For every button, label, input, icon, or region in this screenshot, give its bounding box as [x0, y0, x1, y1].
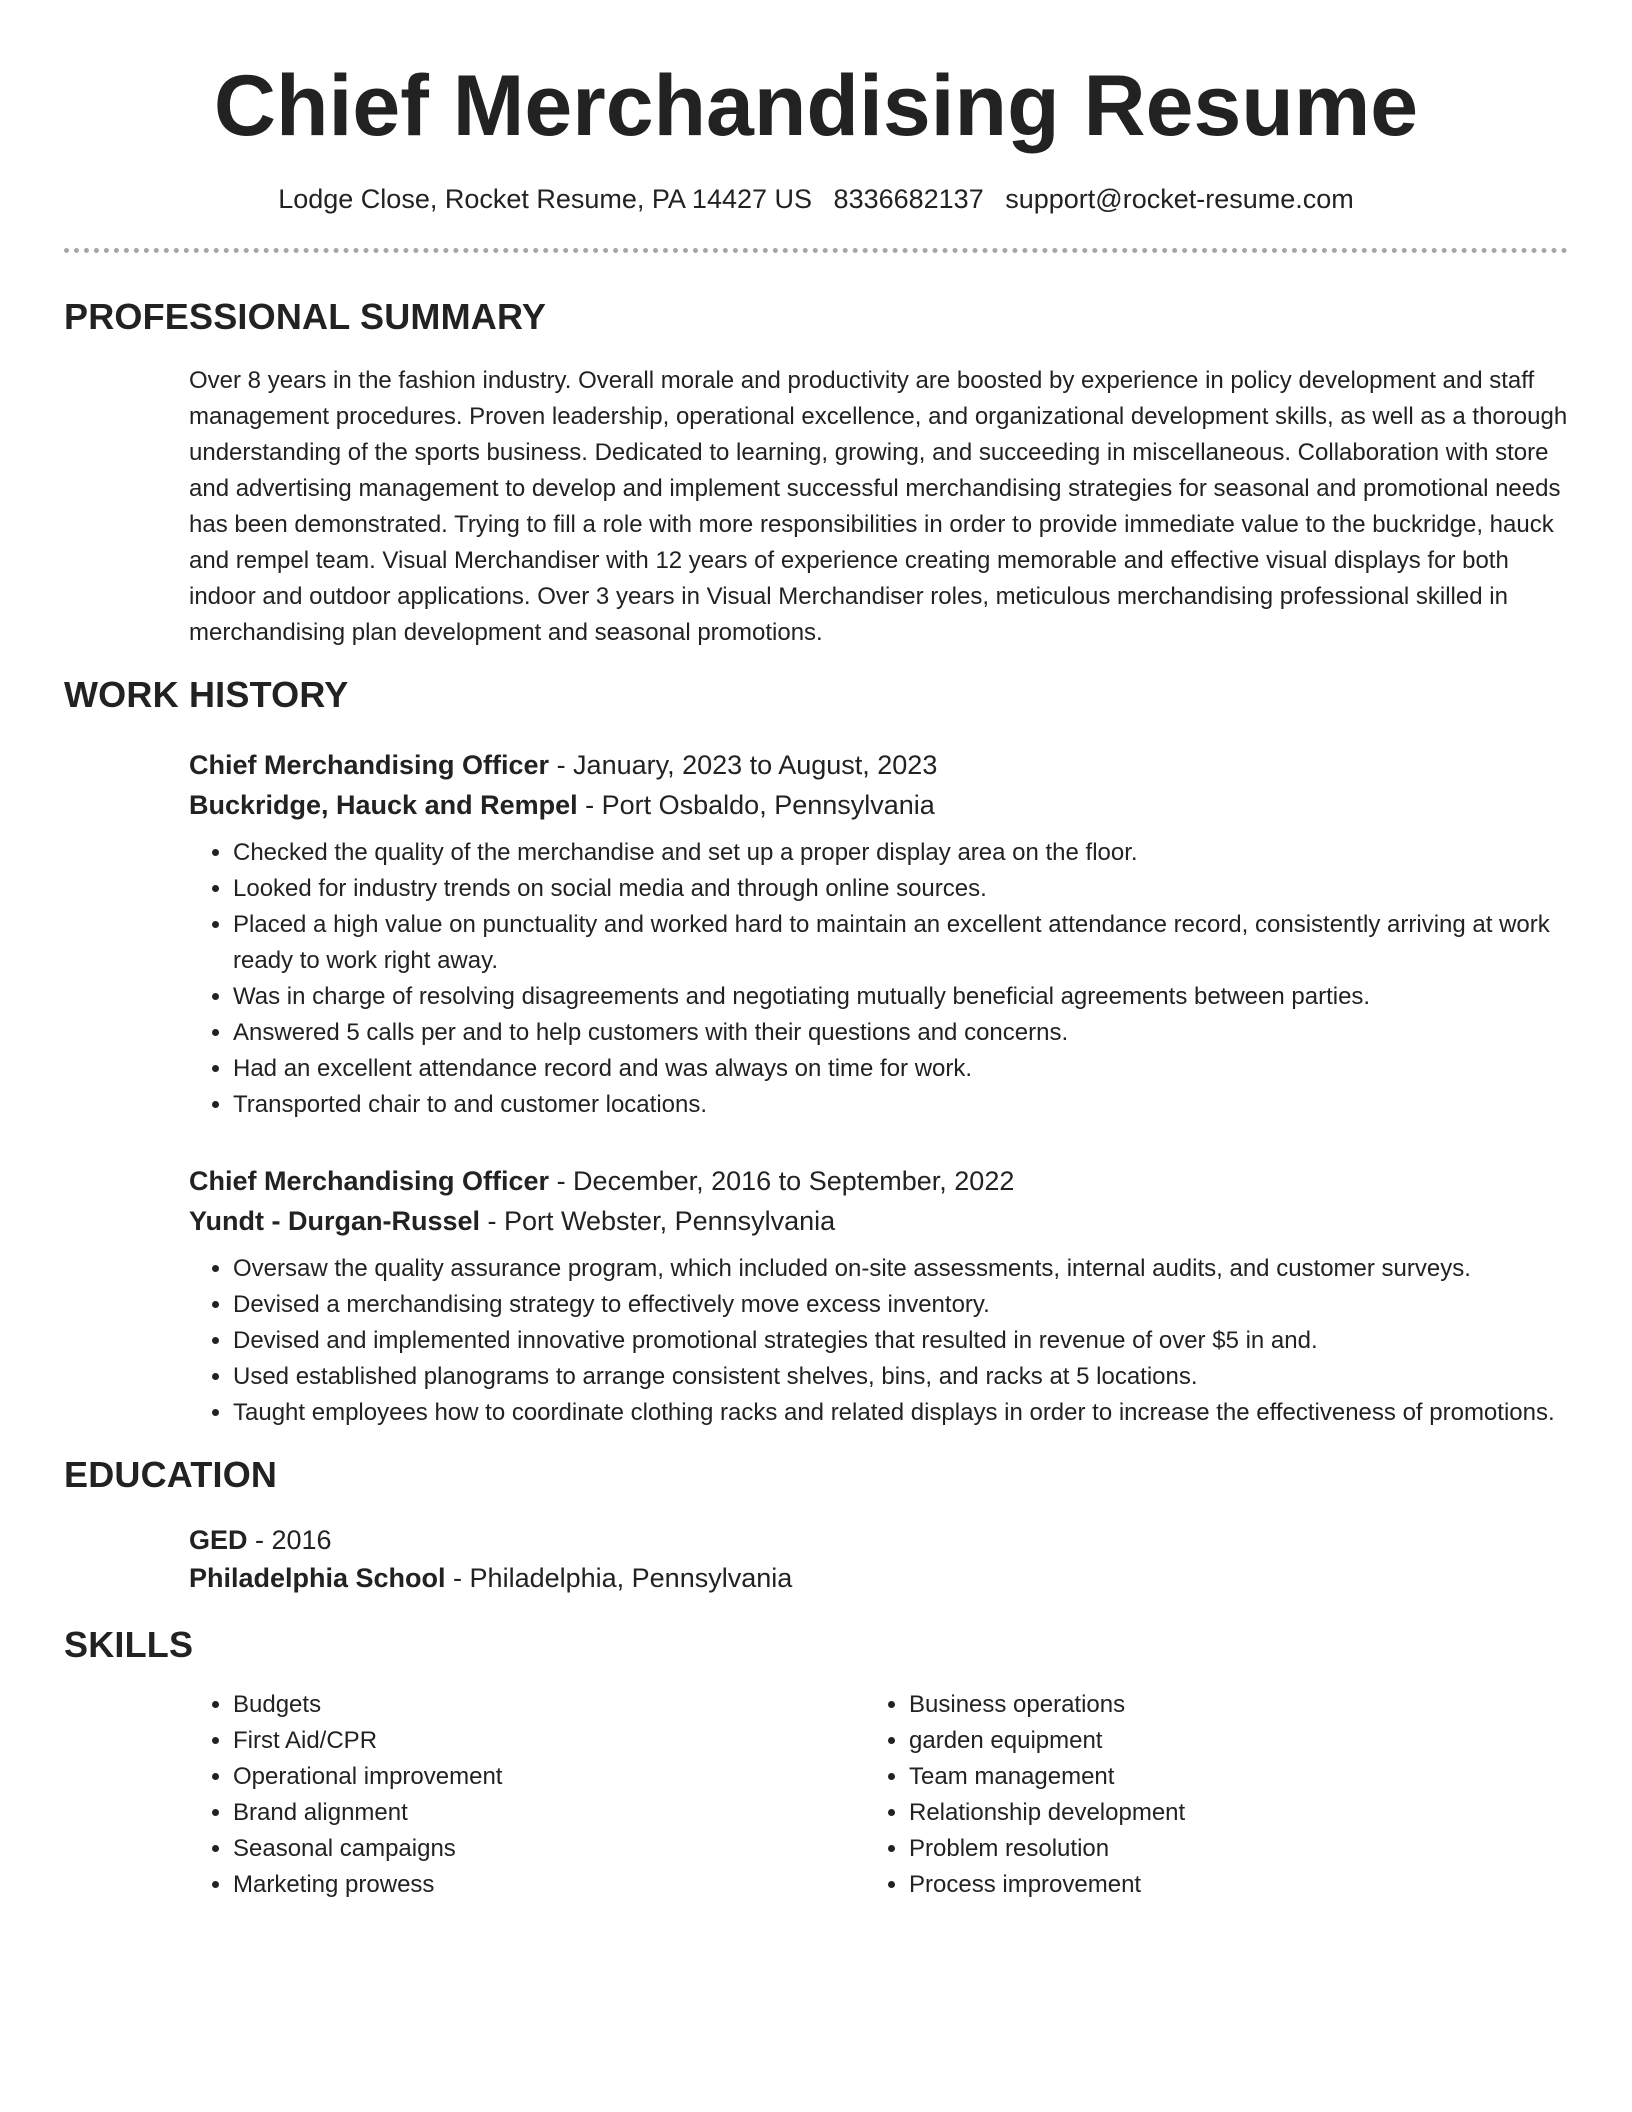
- education-year: - 2016: [247, 1525, 332, 1555]
- skills-column-right: [865, 1687, 1541, 1903]
- skill-item: • First Aid/CPR: [233, 1723, 865, 1759]
- skill-item: • Relationship development: [909, 1795, 1541, 1831]
- job-company-line: [189, 785, 1568, 825]
- job-entry: [189, 745, 1568, 1123]
- job-bullet: • Devised a merchandising strategy to effectively move excess inventory.: [233, 1287, 1568, 1323]
- job-position: Chief Merchandising Officer: [189, 750, 550, 780]
- skills-heading: SKILLS: [64, 1624, 194, 1665]
- job-bullet: • Oversaw the quality assurance program, which included on-site assessments, internal audits, and customer surveys.: [233, 1251, 1568, 1287]
- job-bullet: • Checked the quality of the merchandise and set up a proper display area on the floor.: [233, 835, 1568, 871]
- skills-column-left: [189, 1687, 865, 1903]
- job-entry: [189, 1161, 1568, 1431]
- education-degree: GED: [189, 1525, 248, 1555]
- skills-section: [64, 1687, 1568, 1903]
- job-bullet-list: [189, 1251, 1568, 1431]
- summary-section: [64, 363, 1568, 651]
- job-bullet: • Transported chair to and customer locations.: [233, 1087, 1568, 1123]
- work-history-heading: WORK HISTORY: [64, 674, 349, 715]
- contact-phone: 8336682137: [833, 184, 984, 214]
- resume-title: Chief Merchandising Resume: [213, 58, 1419, 154]
- job-bullet: • Was in charge of resolving disagreements and negotiating mutually beneficial agreements between parties.: [233, 979, 1568, 1015]
- job-bullet: • Devised and implemented innovative promotional strategies that resulted in revenue of over $5 in and.: [233, 1323, 1568, 1359]
- skills-grid: [189, 1687, 1568, 1903]
- education-degree-line: [189, 1521, 1568, 1559]
- skill-item: • Marketing prowess: [233, 1867, 865, 1903]
- job-company: Yundt - Durgan-Russel: [189, 1206, 481, 1236]
- skill-item: • Process improvement: [909, 1867, 1541, 1903]
- education-section: [64, 1521, 1568, 1597]
- contact-address: Lodge Close, Rocket Resume, PA 14427 US: [278, 184, 813, 214]
- skill-item: • garden equipment: [909, 1723, 1541, 1759]
- skill-item: • Seasonal campaigns: [233, 1831, 865, 1867]
- job-bullet: • Taught employees how to coordinate clothing racks and related displays in order to increase the effectiveness of promotions.: [233, 1395, 1568, 1431]
- job-title-line: [189, 1161, 1568, 1201]
- job-bullet: • Had an excellent attendance record and was always on time for work.: [233, 1051, 1568, 1087]
- work-history-section: [64, 745, 1568, 1431]
- job-company-line: [189, 1201, 1568, 1241]
- job-bullet: • Used established planograms to arrange consistent shelves, bins, and racks at 5 locations.: [233, 1359, 1568, 1395]
- skill-item: • Budgets: [233, 1687, 865, 1723]
- job-dates: - January, 2023 to August, 2023: [549, 750, 938, 780]
- job-location: - Port Webster, Pennsylvania: [480, 1206, 836, 1236]
- contact-email: support@rocket-resume.com: [1005, 184, 1354, 214]
- skill-item: • Brand alignment: [233, 1795, 865, 1831]
- job-bullet: • Placed a high value on punctuality and worked hard to maintain an excellent attendance record, consistently arriving at work ready to work right away.: [233, 907, 1568, 979]
- job-title-line: [189, 745, 1568, 785]
- skill-item: • Operational improvement: [233, 1759, 865, 1795]
- skill-item: • Problem resolution: [909, 1831, 1541, 1867]
- summary-heading: PROFESSIONAL SUMMARY: [64, 296, 547, 337]
- job-bullet: • Answered 5 calls per and to help customers with their questions and concerns.: [233, 1015, 1568, 1051]
- job-bullet: • Looked for industry trends on social media and through online sources.: [233, 871, 1568, 907]
- job-dates: - December, 2016 to September, 2022: [549, 1166, 1015, 1196]
- skill-item: • Business operations: [909, 1687, 1541, 1723]
- contact-line: [64, 182, 1568, 216]
- skill-item: • Team management: [909, 1759, 1541, 1795]
- education-school: Philadelphia School: [189, 1563, 446, 1593]
- education-heading: EDUCATION: [64, 1454, 278, 1495]
- education-location: - Philadelphia, Pennsylvania: [445, 1563, 793, 1593]
- job-bullet-list: [189, 835, 1568, 1123]
- job-position: Chief Merchandising Officer: [189, 1166, 550, 1196]
- education-school-line: [189, 1559, 1568, 1597]
- header-divider: [64, 248, 1568, 253]
- summary-text: Over 8 years in the fashion industry. Overall morale and productivity are boosted by experience in policy development and staff management procedures. Proven leadership, operational excellence, and organizational development skills, as well as a thorough understanding of the sports business. Dedicated to learning, growing, and succeeding in miscellaneous. Collaboration with store and advertising management to develop and implement successful merchandising strategies for seasonal and promotional needs has been demonstrated. Trying to fill a role with more responsibilities in order to provide immediate value to the buckridge, hauck and rempel team. Visual Merchandiser with 12 years of experience creating memorable and effective visual displays for both indoor and outdoor applications. Over 3 years in Visual Merchandiser roles, meticulous merchandising professional skilled in merchandising plan development and seasonal promotions.: [189, 367, 1568, 646]
- job-location: - Port Osbaldo, Pennsylvania: [577, 790, 935, 820]
- job-company: Buckridge, Hauck and Rempel: [189, 790, 578, 820]
